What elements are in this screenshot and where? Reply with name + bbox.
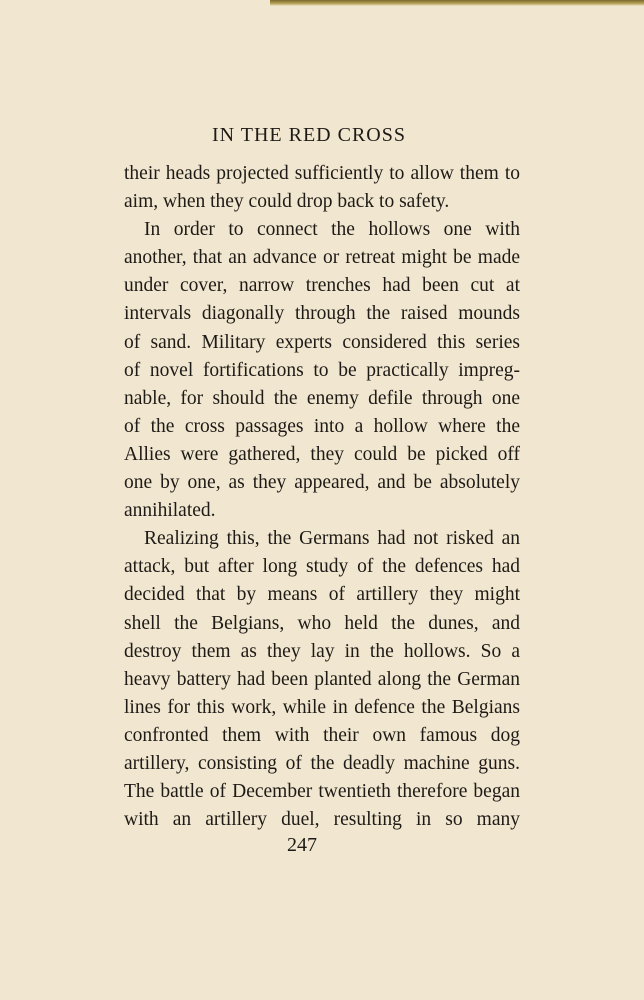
text-line: confronted them with their own famous dog bbox=[124, 724, 520, 746]
text-line: artillery, consisting of the deadly machine guns. bbox=[124, 752, 520, 774]
text-line: with an artillery duel, resulting in so many bbox=[124, 809, 520, 831]
text-line: one by one, as they appeared, and be absolutely bbox=[124, 472, 520, 494]
text-line: of sand. Military experts considered this series bbox=[124, 331, 520, 353]
text-line: shell the Belgians, who held the dunes, and bbox=[124, 612, 520, 634]
page-top-edge bbox=[270, 0, 644, 6]
text-line: another, that an advance or retreat might be made bbox=[124, 247, 520, 269]
text-line: aim, when they could drop back to safety. bbox=[124, 191, 450, 213]
text-line: lines for this work, while in defence the Belgians bbox=[124, 696, 520, 718]
text-line: heavy battery had been planted along the German bbox=[124, 668, 520, 690]
text-line: The battle of December twentieth therefore began bbox=[124, 781, 520, 803]
page-number: 247 bbox=[287, 834, 317, 856]
text-line: Allies were gathered, they could be picked off bbox=[124, 443, 520, 465]
text-line: attack, but after long study of the defences had bbox=[124, 556, 520, 578]
body-text bbox=[124, 160, 520, 834]
text-line: nable, for should the enemy defile through one bbox=[124, 387, 520, 409]
text-line: of novel fortifications to be practically impreg- bbox=[124, 359, 520, 381]
running-head: IN THE RED CROSS bbox=[212, 124, 406, 146]
text-line: intervals diagonally through the raised mounds bbox=[124, 303, 520, 325]
text-line: of the cross passages into a hollow where the bbox=[124, 415, 520, 437]
text-line: their heads projected sufficiently to allow them to bbox=[124, 163, 520, 184]
text-line: annihilated. bbox=[124, 500, 216, 522]
text-line: decided that by means of artillery they might bbox=[124, 584, 520, 606]
text-line: destroy them as they lay in the hollows. So a bbox=[124, 640, 520, 662]
text-line: under cover, narrow trenches had been cut at bbox=[124, 275, 520, 297]
text-line: In order to connect the hollows one with bbox=[144, 219, 520, 241]
text-line: Realizing this, the Germans had not risked an bbox=[144, 528, 520, 550]
